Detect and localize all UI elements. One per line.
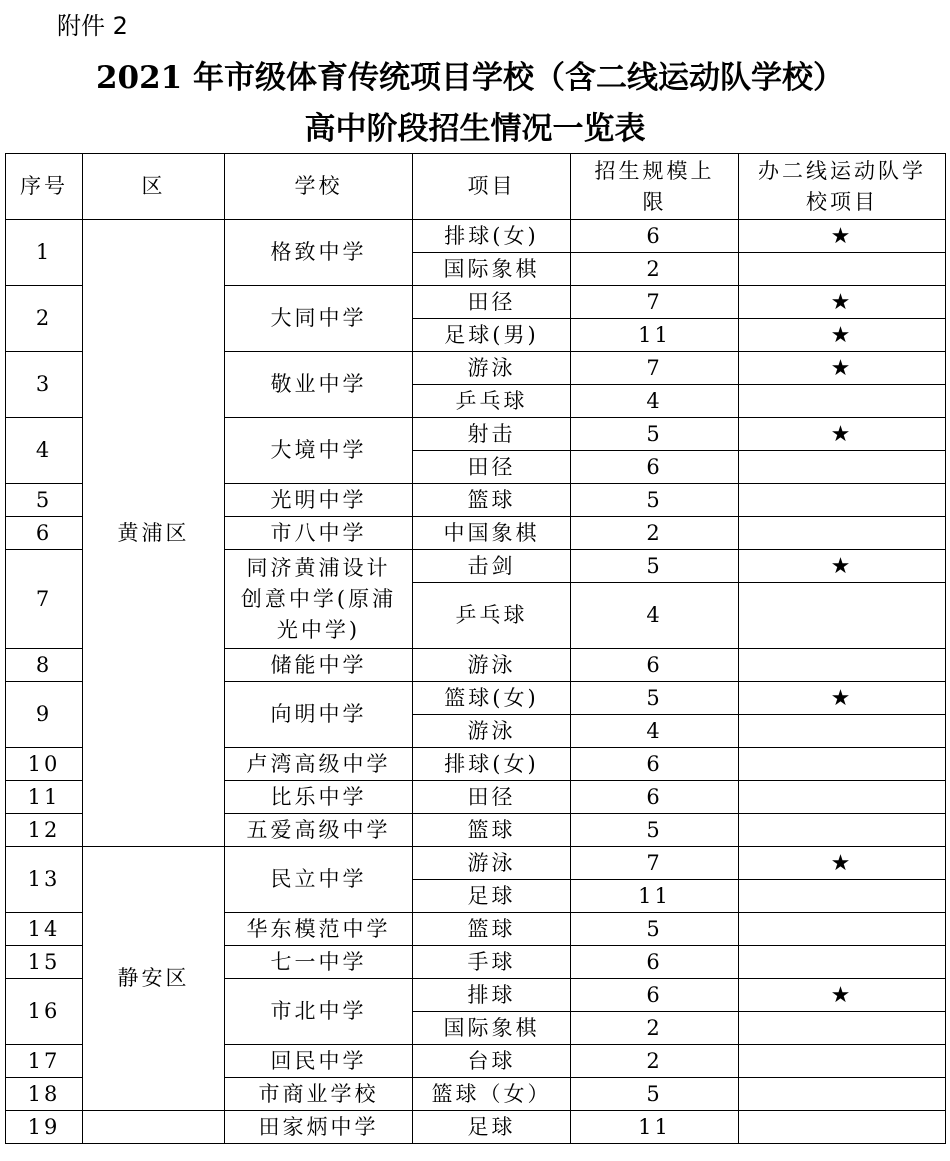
sport-cell: 国际象棋 [413, 1012, 571, 1045]
sport-cell: 篮球(女) [413, 682, 571, 715]
seq-cell: 1 [6, 220, 83, 286]
sport-cell: 中国象棋 [413, 517, 571, 550]
header-second-line: 办二线运动队学校项目 [739, 154, 946, 220]
table-row [6, 1111, 946, 1144]
sport-cell: 篮球 [413, 814, 571, 847]
second-line-cell [739, 1078, 946, 1111]
second-line-cell [739, 682, 946, 715]
quota-cell: 4 [571, 385, 739, 418]
header-seq: 序号 [6, 154, 83, 220]
seq-cell: 17 [6, 1045, 83, 1078]
quota-cell: 4 [571, 715, 739, 748]
sport-cell: 击剑 [413, 550, 571, 583]
quota-cell: 11 [571, 1111, 739, 1144]
second-line-cell [739, 418, 946, 451]
seq-cell: 8 [6, 649, 83, 682]
second-line-cell [739, 583, 946, 649]
school-cell: 市八中学 [225, 517, 413, 550]
second-line-cell [739, 253, 946, 286]
sport-cell: 乒乓球 [413, 385, 571, 418]
quota-cell: 2 [571, 517, 739, 550]
table-header-row [6, 154, 946, 220]
header-sport: 项目 [413, 154, 571, 220]
seq-cell: 4 [6, 418, 83, 484]
second-line-cell [739, 913, 946, 946]
sport-cell: 田径 [413, 451, 571, 484]
star-icon: ★ [830, 850, 854, 876]
seq-cell: 18 [6, 1078, 83, 1111]
second-line-cell [739, 847, 946, 880]
quota-cell: 7 [571, 286, 739, 319]
document-subtitle: 高中阶段招生情况一览表 [304, 111, 646, 147]
sport-cell: 足球 [413, 880, 571, 913]
school-cell: 同济黄浦设计创意中学(原浦光中学) [225, 550, 413, 649]
seq-cell: 3 [6, 352, 83, 418]
second-line-cell [739, 352, 946, 385]
seq-cell: 7 [6, 550, 83, 649]
enrollment-table [5, 153, 946, 1144]
quota-cell: 5 [571, 550, 739, 583]
quota-cell: 6 [571, 781, 739, 814]
star-icon: ★ [830, 421, 854, 447]
school-cell: 市商业学校 [225, 1078, 413, 1111]
sport-cell: 游泳 [413, 847, 571, 880]
quota-cell: 5 [571, 913, 739, 946]
second-line-cell [739, 451, 946, 484]
school-cell: 大境中学 [225, 418, 413, 484]
second-line-cell [739, 979, 946, 1012]
sport-cell: 篮球 [413, 484, 571, 517]
sport-cell: 游泳 [413, 649, 571, 682]
seq-cell: 16 [6, 979, 83, 1045]
sport-cell: 游泳 [413, 715, 571, 748]
school-cell: 储能中学 [225, 649, 413, 682]
school-cell: 华东模范中学 [225, 913, 413, 946]
attachment-label: 附件 2 [57, 12, 128, 40]
star-icon: ★ [830, 355, 854, 381]
header-district: 区 [83, 154, 225, 220]
second-line-cell [739, 649, 946, 682]
seq-cell: 6 [6, 517, 83, 550]
star-icon: ★ [830, 289, 854, 315]
school-cell: 市北中学 [225, 979, 413, 1045]
sport-cell: 田径 [413, 286, 571, 319]
second-line-cell [739, 319, 946, 352]
second-line-cell [739, 220, 946, 253]
quota-cell: 7 [571, 352, 739, 385]
school-cell: 田家炳中学 [225, 1111, 413, 1144]
sport-cell: 足球(男) [413, 319, 571, 352]
sport-cell: 国际象棋 [413, 253, 571, 286]
sport-cell: 排球 [413, 979, 571, 1012]
quota-cell: 6 [571, 220, 739, 253]
quota-cell: 5 [571, 1078, 739, 1111]
sport-cell: 篮球（女） [413, 1078, 571, 1111]
star-icon: ★ [830, 982, 854, 1008]
school-cell: 向明中学 [225, 682, 413, 748]
district-cell: 静安区 [83, 847, 225, 1111]
second-line-cell [739, 880, 946, 913]
sport-cell: 排球(女) [413, 220, 571, 253]
quota-cell: 5 [571, 814, 739, 847]
quota-cell: 7 [571, 847, 739, 880]
second-line-cell [739, 385, 946, 418]
document-title: 2021 年市级体育传统项目学校（含二线运动队学校） [95, 60, 845, 96]
quota-cell: 6 [571, 649, 739, 682]
star-icon: ★ [830, 553, 854, 579]
header-quota: 招生规模上限 [571, 154, 739, 220]
second-line-cell [739, 1045, 946, 1078]
quota-cell: 2 [571, 1012, 739, 1045]
quota-cell: 5 [571, 418, 739, 451]
quota-cell: 5 [571, 682, 739, 715]
school-cell: 回民中学 [225, 1045, 413, 1078]
table-row [6, 847, 946, 880]
second-line-cell [739, 517, 946, 550]
school-cell: 格致中学 [225, 220, 413, 286]
district-cell [83, 1111, 225, 1144]
school-cell: 七一中学 [225, 946, 413, 979]
quota-cell: 6 [571, 979, 739, 1012]
seq-cell: 12 [6, 814, 83, 847]
table-row [6, 220, 946, 253]
school-cell: 光明中学 [225, 484, 413, 517]
seq-cell: 2 [6, 286, 83, 352]
second-line-cell [739, 1012, 946, 1045]
sport-cell: 篮球 [413, 913, 571, 946]
second-line-cell [739, 550, 946, 583]
quota-cell: 6 [571, 748, 739, 781]
header-school: 学校 [225, 154, 413, 220]
seq-cell: 11 [6, 781, 83, 814]
sport-cell: 排球(女) [413, 748, 571, 781]
second-line-cell [739, 1111, 946, 1144]
school-cell: 比乐中学 [225, 781, 413, 814]
district-cell: 黄浦区 [83, 220, 225, 847]
school-cell: 大同中学 [225, 286, 413, 352]
second-line-cell [739, 715, 946, 748]
sport-cell: 台球 [413, 1045, 571, 1078]
school-cell: 卢湾高级中学 [225, 748, 413, 781]
school-cell: 敬业中学 [225, 352, 413, 418]
quota-cell: 4 [571, 583, 739, 649]
school-cell: 五爱高级中学 [225, 814, 413, 847]
seq-cell: 10 [6, 748, 83, 781]
sport-cell: 射击 [413, 418, 571, 451]
quota-cell: 2 [571, 1045, 739, 1078]
sport-cell: 乒乓球 [413, 583, 571, 649]
quota-cell: 6 [571, 946, 739, 979]
second-line-cell [739, 781, 946, 814]
quota-cell: 11 [571, 319, 739, 352]
seq-cell: 19 [6, 1111, 83, 1144]
second-line-cell [739, 814, 946, 847]
school-cell: 民立中学 [225, 847, 413, 913]
second-line-cell [739, 484, 946, 517]
sport-cell: 足球 [413, 1111, 571, 1144]
sport-cell: 田径 [413, 781, 571, 814]
quota-cell: 11 [571, 880, 739, 913]
sport-cell: 手球 [413, 946, 571, 979]
seq-cell: 15 [6, 946, 83, 979]
second-line-cell [739, 946, 946, 979]
star-icon: ★ [830, 685, 854, 711]
seq-cell: 9 [6, 682, 83, 748]
quota-cell: 2 [571, 253, 739, 286]
seq-cell: 14 [6, 913, 83, 946]
seq-cell: 5 [6, 484, 83, 517]
seq-cell: 13 [6, 847, 83, 913]
sport-cell: 游泳 [413, 352, 571, 385]
quota-cell: 5 [571, 484, 739, 517]
second-line-cell [739, 748, 946, 781]
second-line-cell [739, 286, 946, 319]
star-icon: ★ [830, 223, 854, 249]
star-icon: ★ [830, 322, 854, 348]
quota-cell: 6 [571, 451, 739, 484]
